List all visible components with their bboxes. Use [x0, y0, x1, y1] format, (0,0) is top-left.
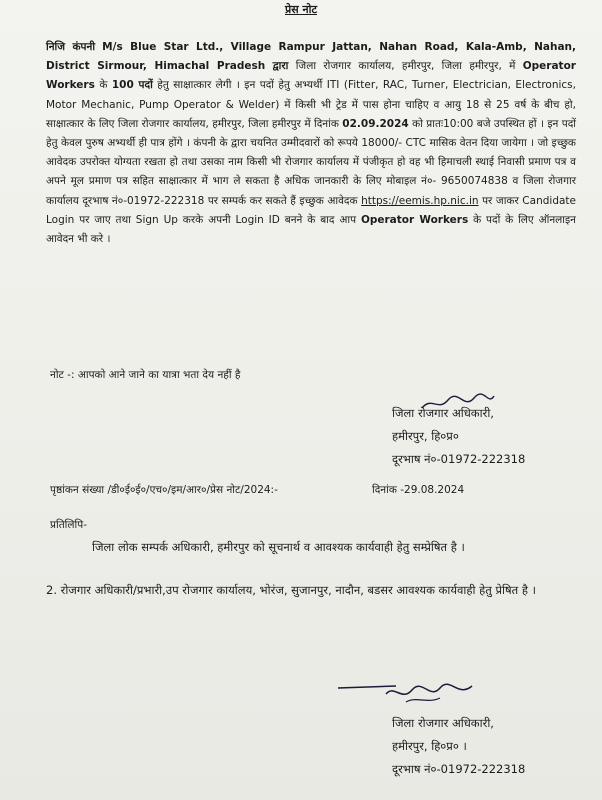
copy-recipient-1: जिला लोक सम्पर्क अधिकारी, हमीरपुर को सूचनार्थ व आवश्यक कार्यवाही हेतु सम्प्रेषित है ।	[92, 540, 465, 554]
reference-line	[50, 483, 550, 497]
eligibility-text: हेतु साक्षात्कार लेगी । इन पदों हेतु अभ्यर्थी ITI (Fitter, RAC, Turner, Electrician, Electronics, Motor Mechanic, Pump Operator & Welder) में किसी भी ट्रेड में पास होना चाहिए व आयु 18 से 25 वर्ष के बीच हो, साक्षात्कार के लिए जिला रोजगार कार्यालय, हमीरपुर, जिला हमीरपुर में दिनांक	[46, 79, 576, 130]
interview-date: 02.09.2024	[342, 117, 409, 130]
signature-scribble-2	[336, 680, 476, 710]
company-prefix: निजि कंपनी	[46, 41, 96, 53]
reference-number: पृष्ठांकन संख्या /डी०ई०ई०/एच०/इम/आर०/प्रेस नोट/2024:-	[50, 484, 278, 496]
signature-block-1	[392, 402, 525, 471]
signatory-location-2: हमीरपुर, हि०प्र० ।	[392, 739, 467, 753]
post-count: 100 पदों	[111, 79, 153, 92]
signatory-designation: जिला रोजगार अधिकारी,	[392, 406, 494, 420]
apply-online-text: के पदों के लिए ऑनलाइन आवेदन भी करे ।	[46, 213, 576, 246]
signatory-phone-2: दूरभाष नं०-01972-222318	[392, 762, 526, 776]
signatory-phone: दूरभाष नं०-01972-222318	[392, 452, 526, 466]
reference-date: दिनांक -29.08.2024	[372, 484, 465, 496]
company-name-address: M/s Blue Star Ltd., Village Rampur Jattan, Nahan Road, Kala-Amb, Nahan, District Sirmour, Himachal Pradesh	[46, 41, 576, 73]
by-word: द्वारा	[272, 60, 289, 73]
interview-details: को प्रातः10:00 बजे उपस्थित हों । इन पदों हेतु केवल पुरुष अभ्यर्थी ही पात्र होंगे । कंपनी के द्वारा चयनित उम्मीदवारों को रूपये 18000/- CTC मासिक वेतन दिया जायेगा । जो इच्छुक आवेदक उपरोक्त योग्यता रखता हो तथा उसका नाम किसी भी रोजगार कार्यालय में पंजीकृत हो वह भी हिमाचली स्थाई निवासी प्रमाण पत्र व अपने मूल प्रमाण पत्र सहित साक्षात्कार में भाग ले सकता है अधिक जानकारी के लिए मोबाइल नं०- 9650074838 व जिला रोजगार कार्यालय दूरभाष नं०-01972-222318 पर सम्पर्क कर सकते हैं इच्छुक आवेदक	[46, 117, 576, 207]
post-name-repeat: Operator Workers	[360, 213, 469, 226]
document-title: प्रेस नोट	[284, 3, 318, 16]
signatory-designation-2: जिला रोजगार अधिकारी,	[392, 716, 494, 730]
copy-recipient-2: 2. रोजगार अधिकारी/प्रभारी,उप रोजगार कार्यालय, भोरंज, सुजानपुर, नादौन, बडसर आवश्यक कार्यवाही हेतु प्रेषित है ।	[46, 583, 536, 597]
signatory-location: हमीरपुर, हि०प्र०	[392, 429, 459, 443]
copy-to-label: प्रतिलिपि-	[50, 519, 87, 531]
body-connector: के	[99, 79, 108, 92]
signature-block-2	[392, 712, 525, 781]
eemis-link[interactable]: https://eemis.hp.nic.in	[361, 194, 479, 207]
travel-allowance-note: नोट -: आपको आने जाने का यात्रा भता देय नहीं है	[50, 369, 241, 381]
login-instructions: पर जाकर Candidate Login पर जाए तथा Sign Up करके अपनी Login ID बनने के बाद आप	[46, 194, 576, 226]
office-location: जिला रोजगार कार्यालय, हमीरपुर, जिला हमीरपुर, में	[295, 60, 516, 73]
post-name: Operator Workers	[46, 60, 576, 92]
press-note-body	[46, 38, 576, 249]
